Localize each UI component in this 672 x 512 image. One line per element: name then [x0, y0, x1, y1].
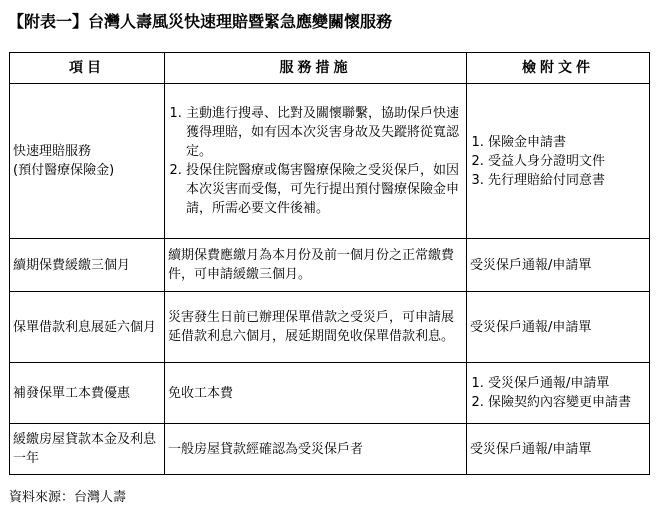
document-item: 1. 保險金申請書	[488, 133, 646, 152]
source-note: 資料來源：台灣人壽	[9, 490, 127, 505]
row-item: 緩繳房屋貸款本金及利息一年	[10, 424, 165, 475]
services-table	[9, 52, 650, 475]
table-row	[10, 84, 650, 239]
row-document: 受災保戶通報/申請單	[467, 292, 650, 363]
table-row	[10, 292, 650, 363]
table-row	[10, 239, 650, 292]
header-documents: 檢附文件	[467, 53, 650, 84]
row-document: 受災保戶通報/申請單	[467, 239, 650, 292]
header-item: 項目	[10, 53, 165, 84]
row-item: 快速理賠服務 (預付醫療保險金)	[10, 84, 165, 239]
document-item: 1. 受災保戶通報/申請單	[488, 374, 646, 393]
row-measure: 災害發生日前已辦理保單借款之受災戶，可申請展延借款利息六個月，展延期間免收保單借款利息。	[165, 292, 467, 363]
table-row	[10, 363, 650, 424]
table-header-row	[10, 53, 650, 84]
row-measure: 免收工本費	[165, 363, 467, 424]
measure-item: 2. 投保住院醫療或傷害醫療保險之受災保戶，如因本次災害而受傷，可先行提出預付醫療保險金申請，所需必要文件後補。	[186, 161, 463, 218]
page-title: 【附表一】台灣人壽風災快速理賠暨緊急應變關懷服務	[8, 12, 393, 31]
row-item: 保單借款利息展延六個月	[10, 292, 165, 363]
row-measure: 一般房屋貸款經確認為受災保戶者	[165, 424, 467, 475]
row-measures	[165, 84, 467, 239]
row-documents	[467, 363, 650, 424]
row-documents	[467, 84, 650, 239]
document-item: 2. 保險契約內容變更申請書	[488, 393, 646, 412]
row-document: 受災保戶通報/申請單	[467, 424, 650, 475]
row-item: 續期保費緩繳三個月	[10, 239, 165, 292]
header-measures: 服務措施	[165, 53, 467, 84]
table-row	[10, 424, 650, 475]
row-item: 補發保單工本費優惠	[10, 363, 165, 424]
document-item: 3. 先行理賠給付同意書	[488, 171, 646, 190]
document-item: 2. 受益人身分證明文件	[488, 152, 646, 171]
measure-item: 1. 主動進行搜尋、比對及關懷聯繫，協助保戶快速獲得理賠，如有因本次災害身故及失蹤將從寬認定。	[186, 104, 463, 161]
row-measure: 續期保費應繳月為本月份及前一個月份之正常繳費件，可申請緩繳三個月。	[165, 239, 467, 292]
